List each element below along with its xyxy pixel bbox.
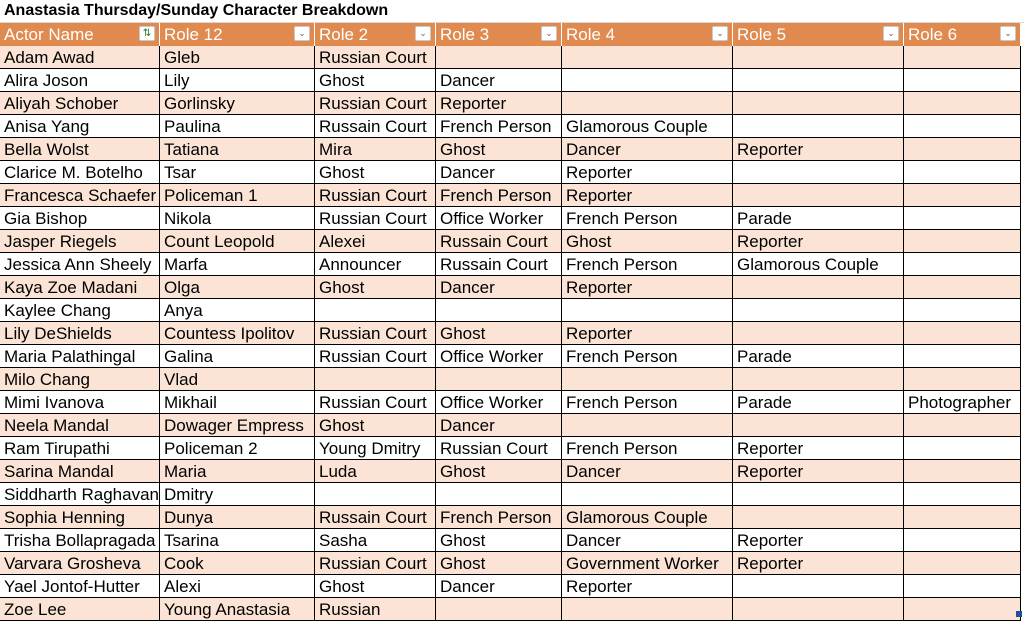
role-cell[interactable] xyxy=(904,69,1021,92)
role-cell[interactable]: Ghost xyxy=(315,161,436,184)
actor-name-cell[interactable]: Mimi Ivanova xyxy=(0,391,160,414)
actor-name-cell[interactable]: Maria Palathingal xyxy=(0,345,160,368)
role-cell[interactable]: Maria xyxy=(160,460,315,483)
filter-dropdown-icon[interactable]: ⌄ xyxy=(712,26,728,41)
role-cell[interactable]: Reporter xyxy=(562,575,733,598)
role-cell[interactable]: French Person xyxy=(562,437,733,460)
role-cell[interactable] xyxy=(904,184,1021,207)
role-cell[interactable] xyxy=(733,115,904,138)
role-cell[interactable]: Dancer xyxy=(436,161,562,184)
role-cell[interactable]: Sasha xyxy=(315,529,436,552)
actor-name-cell[interactable]: Aliyah Schober xyxy=(0,92,160,115)
role-cell[interactable] xyxy=(904,115,1021,138)
role-cell[interactable]: Glamorous Couple xyxy=(562,115,733,138)
role-cell[interactable]: Young Dmitry xyxy=(315,437,436,460)
role-cell[interactable]: Russian Court xyxy=(315,345,436,368)
filter-dropdown-icon[interactable]: ⌄ xyxy=(541,26,557,41)
sheet-title[interactable]: Anastasia Thursday/Sunday Character Breakdown xyxy=(4,2,389,19)
role-cell[interactable]: Photographer xyxy=(904,391,1021,414)
role-cell[interactable] xyxy=(904,598,1021,621)
role-cell[interactable]: Reporter xyxy=(733,529,904,552)
role-cell[interactable]: Russian Court xyxy=(315,391,436,414)
role-cell[interactable] xyxy=(562,598,733,621)
role-cell[interactable]: Dowager Empress xyxy=(160,414,315,437)
role-cell[interactable] xyxy=(562,92,733,115)
column-header-label: Role 2 xyxy=(319,25,369,44)
role-cell[interactable]: Olga xyxy=(160,276,315,299)
role-cell[interactable] xyxy=(436,483,562,506)
role-cell[interactable]: Russain Court xyxy=(436,230,562,253)
role-cell[interactable] xyxy=(904,552,1021,575)
role-cell[interactable] xyxy=(904,345,1021,368)
role-cell[interactable] xyxy=(904,138,1021,161)
role-cell[interactable]: Dancer xyxy=(436,414,562,437)
role-cell[interactable] xyxy=(733,161,904,184)
title-row xyxy=(0,0,1024,23)
role-cell[interactable]: Mikhail xyxy=(160,391,315,414)
role-cell[interactable]: Reporter xyxy=(733,138,904,161)
role-cell[interactable]: Dancer xyxy=(436,276,562,299)
role-cell[interactable]: Dancer xyxy=(562,460,733,483)
role-cell[interactable]: Reporter xyxy=(562,161,733,184)
role-cell[interactable] xyxy=(733,506,904,529)
role-cell[interactable] xyxy=(904,460,1021,483)
column-header-label: Role 3 xyxy=(440,25,490,44)
role-cell[interactable]: Ghost xyxy=(562,230,733,253)
role-cell[interactable]: Count Leopold xyxy=(160,230,315,253)
role-cell[interactable]: Ghost xyxy=(315,69,436,92)
role-cell[interactable]: Office Worker xyxy=(436,207,562,230)
role-cell[interactable]: Russain Court xyxy=(315,115,436,138)
column-header[interactable] xyxy=(436,23,562,46)
role-cell[interactable] xyxy=(733,69,904,92)
role-cell[interactable]: French Person xyxy=(562,253,733,276)
sort-filter-icon[interactable]: ⇅ xyxy=(139,26,155,41)
role-cell[interactable]: Ghost xyxy=(436,529,562,552)
role-cell[interactable]: Nikola xyxy=(160,207,315,230)
role-cell[interactable]: Ghost xyxy=(436,322,562,345)
actor-name-cell[interactable]: Kaya Zoe Madani xyxy=(0,276,160,299)
role-cell[interactable] xyxy=(733,322,904,345)
role-cell[interactable]: Government Worker xyxy=(562,552,733,575)
role-cell[interactable]: French Person xyxy=(436,506,562,529)
role-cell[interactable]: Vlad xyxy=(160,368,315,391)
role-cell[interactable] xyxy=(436,299,562,322)
role-cell[interactable]: Russian xyxy=(315,598,436,621)
role-cell[interactable]: Policeman 2 xyxy=(160,437,315,460)
role-cell[interactable]: Russian Court xyxy=(315,552,436,575)
role-cell[interactable]: Cook xyxy=(160,552,315,575)
column-header[interactable] xyxy=(562,23,733,46)
role-cell[interactable]: Glamorous Couple xyxy=(562,506,733,529)
role-cell[interactable]: Ghost xyxy=(436,138,562,161)
role-cell[interactable]: Lily xyxy=(160,69,315,92)
role-cell[interactable] xyxy=(904,483,1021,506)
role-cell[interactable]: Gleb xyxy=(160,46,315,69)
filter-dropdown-icon[interactable]: ⌄ xyxy=(1000,26,1016,41)
data-table xyxy=(0,23,1024,621)
actor-name-cell[interactable]: Varvara Grosheva xyxy=(0,552,160,575)
role-cell[interactable]: Russian Court xyxy=(315,207,436,230)
role-cell[interactable] xyxy=(904,230,1021,253)
role-cell[interactable] xyxy=(733,184,904,207)
role-cell[interactable] xyxy=(904,368,1021,391)
role-cell[interactable]: Ghost xyxy=(315,575,436,598)
role-cell[interactable]: Russian Court xyxy=(315,322,436,345)
role-cell[interactable]: Ghost xyxy=(436,460,562,483)
role-cell[interactable]: Parade xyxy=(733,207,904,230)
role-cell[interactable] xyxy=(904,575,1021,598)
role-cell[interactable] xyxy=(904,299,1021,322)
resize-handle-icon[interactable] xyxy=(1016,611,1022,617)
role-cell[interactable]: Reporter xyxy=(733,460,904,483)
role-cell[interactable]: Ghost xyxy=(315,414,436,437)
role-cell[interactable] xyxy=(904,46,1021,69)
column-header-label: Actor Name xyxy=(4,25,94,44)
actor-name-cell[interactable]: Trisha Bollapragada xyxy=(0,529,160,552)
actor-name-cell[interactable]: Siddharth Raghavan xyxy=(0,483,160,506)
column-header[interactable] xyxy=(733,23,904,46)
role-cell[interactable] xyxy=(733,46,904,69)
actor-name-cell[interactable]: Milo Chang xyxy=(0,368,160,391)
role-cell[interactable]: French Person xyxy=(436,115,562,138)
role-cell[interactable]: Marfa xyxy=(160,253,315,276)
role-cell[interactable]: Dancer xyxy=(562,529,733,552)
filter-dropdown-icon[interactable]: ⌄ xyxy=(415,26,431,41)
actor-name-cell[interactable]: Adam Awad xyxy=(0,46,160,69)
role-cell[interactable]: Anya xyxy=(160,299,315,322)
column-header-label: Role 4 xyxy=(566,25,616,44)
role-cell[interactable] xyxy=(733,276,904,299)
actor-name-cell[interactable]: Yael Jontof-Hutter xyxy=(0,575,160,598)
actor-name-cell[interactable]: Francesca Schaefer xyxy=(0,184,160,207)
actor-name-cell[interactable]: Anisa Yang xyxy=(0,115,160,138)
role-cell[interactable]: French Person xyxy=(562,345,733,368)
role-cell[interactable]: French Person xyxy=(436,184,562,207)
column-header[interactable] xyxy=(160,23,315,46)
role-cell[interactable] xyxy=(904,253,1021,276)
role-cell[interactable]: Young Anastasia xyxy=(160,598,315,621)
role-cell[interactable] xyxy=(904,92,1021,115)
role-cell[interactable]: Announcer xyxy=(315,253,436,276)
role-cell[interactable]: Russian Court xyxy=(315,92,436,115)
role-cell[interactable] xyxy=(562,69,733,92)
role-cell[interactable]: Dancer xyxy=(436,575,562,598)
actor-name-cell[interactable]: Alira Joson xyxy=(0,69,160,92)
role-cell[interactable]: Russian Court xyxy=(436,437,562,460)
role-cell[interactable]: Reporter xyxy=(562,276,733,299)
role-cell[interactable] xyxy=(904,276,1021,299)
column-header-label: Role 12 xyxy=(164,25,223,44)
role-cell[interactable] xyxy=(733,92,904,115)
role-cell[interactable]: Russain Court xyxy=(436,253,562,276)
role-cell[interactable]: Dmitry xyxy=(160,483,315,506)
role-cell[interactable]: Parade xyxy=(733,345,904,368)
role-cell[interactable]: Reporter xyxy=(562,184,733,207)
role-cell[interactable]: Mira xyxy=(315,138,436,161)
role-cell[interactable]: Tsarina xyxy=(160,529,315,552)
actor-name-cell[interactable]: Clarice M. Botelho xyxy=(0,161,160,184)
role-cell[interactable]: Gorlinsky xyxy=(160,92,315,115)
role-cell[interactable] xyxy=(733,299,904,322)
role-cell[interactable] xyxy=(904,207,1021,230)
role-cell[interactable] xyxy=(562,46,733,69)
filter-dropdown-icon[interactable]: ⌄ xyxy=(294,26,310,41)
actor-name-cell[interactable]: Gia Bishop xyxy=(0,207,160,230)
role-cell[interactable] xyxy=(904,161,1021,184)
actor-name-cell[interactable]: Jessica Ann Sheely xyxy=(0,253,160,276)
role-cell[interactable]: Policeman 1 xyxy=(160,184,315,207)
role-cell[interactable]: Russian Court xyxy=(315,184,436,207)
role-cell[interactable]: Russain Court xyxy=(315,506,436,529)
role-cell[interactable] xyxy=(733,483,904,506)
role-cell[interactable]: Dancer xyxy=(562,138,733,161)
actor-name-cell[interactable]: Kaylee Chang xyxy=(0,299,160,322)
role-cell[interactable] xyxy=(733,368,904,391)
role-cell[interactable] xyxy=(436,368,562,391)
role-cell[interactable] xyxy=(904,322,1021,345)
actor-name-cell[interactable]: Bella Wolst xyxy=(0,138,160,161)
role-cell[interactable]: Galina xyxy=(160,345,315,368)
actor-name-cell[interactable]: Sarina Mandal xyxy=(0,460,160,483)
role-cell[interactable]: Countess Ipolitov xyxy=(160,322,315,345)
actor-name-cell[interactable]: Sophia Henning xyxy=(0,506,160,529)
role-cell[interactable]: French Person xyxy=(562,391,733,414)
role-cell[interactable] xyxy=(733,575,904,598)
column-header[interactable] xyxy=(0,23,160,46)
actor-name-cell[interactable]: Lily DeShields xyxy=(0,322,160,345)
role-cell[interactable] xyxy=(436,598,562,621)
role-cell[interactable] xyxy=(315,483,436,506)
role-cell[interactable] xyxy=(436,46,562,69)
role-cell[interactable]: Luda xyxy=(315,460,436,483)
role-cell[interactable]: Ghost xyxy=(436,552,562,575)
role-cell[interactable]: Reporter xyxy=(436,92,562,115)
role-cell[interactable]: Office Worker xyxy=(436,391,562,414)
column-header[interactable] xyxy=(904,23,1021,46)
role-cell[interactable]: Russian Court xyxy=(315,46,436,69)
role-cell[interactable]: Glamorous Couple xyxy=(733,253,904,276)
role-cell[interactable]: Tsar xyxy=(160,161,315,184)
role-cell[interactable] xyxy=(562,299,733,322)
role-cell[interactable] xyxy=(904,529,1021,552)
role-cell[interactable] xyxy=(562,483,733,506)
actor-name-cell[interactable]: Neela Mandal xyxy=(0,414,160,437)
role-cell[interactable]: Reporter xyxy=(562,322,733,345)
role-cell[interactable] xyxy=(904,506,1021,529)
role-cell[interactable] xyxy=(904,414,1021,437)
role-cell[interactable]: Tatiana xyxy=(160,138,315,161)
filter-dropdown-icon[interactable]: ⌄ xyxy=(883,26,899,41)
role-cell[interactable]: Dunya xyxy=(160,506,315,529)
column-header-label: Role 6 xyxy=(908,25,958,44)
role-cell[interactable]: Paulina xyxy=(160,115,315,138)
role-cell[interactable]: Reporter xyxy=(733,437,904,460)
role-cell[interactable] xyxy=(733,414,904,437)
role-cell[interactable]: Ghost xyxy=(315,276,436,299)
role-cell[interactable]: Alexi xyxy=(160,575,315,598)
role-cell[interactable]: Office Worker xyxy=(436,345,562,368)
role-cell[interactable]: French Person xyxy=(562,207,733,230)
role-cell[interactable] xyxy=(562,414,733,437)
actor-name-cell[interactable]: Jasper Riegels xyxy=(0,230,160,253)
actor-name-cell[interactable]: Zoe Lee xyxy=(0,598,160,621)
column-header-label: Role 5 xyxy=(737,25,787,44)
role-cell[interactable] xyxy=(315,299,436,322)
role-cell[interactable]: Dancer xyxy=(436,69,562,92)
role-cell[interactable] xyxy=(904,437,1021,460)
role-cell[interactable] xyxy=(562,368,733,391)
role-cell[interactable]: Alexei xyxy=(315,230,436,253)
role-cell[interactable]: Reporter xyxy=(733,552,904,575)
role-cell[interactable]: Parade xyxy=(733,391,904,414)
role-cell[interactable] xyxy=(733,598,904,621)
role-cell[interactable]: Reporter xyxy=(733,230,904,253)
column-header[interactable] xyxy=(315,23,436,46)
actor-name-cell[interactable]: Ram Tirupathi xyxy=(0,437,160,460)
role-cell[interactable] xyxy=(315,368,436,391)
